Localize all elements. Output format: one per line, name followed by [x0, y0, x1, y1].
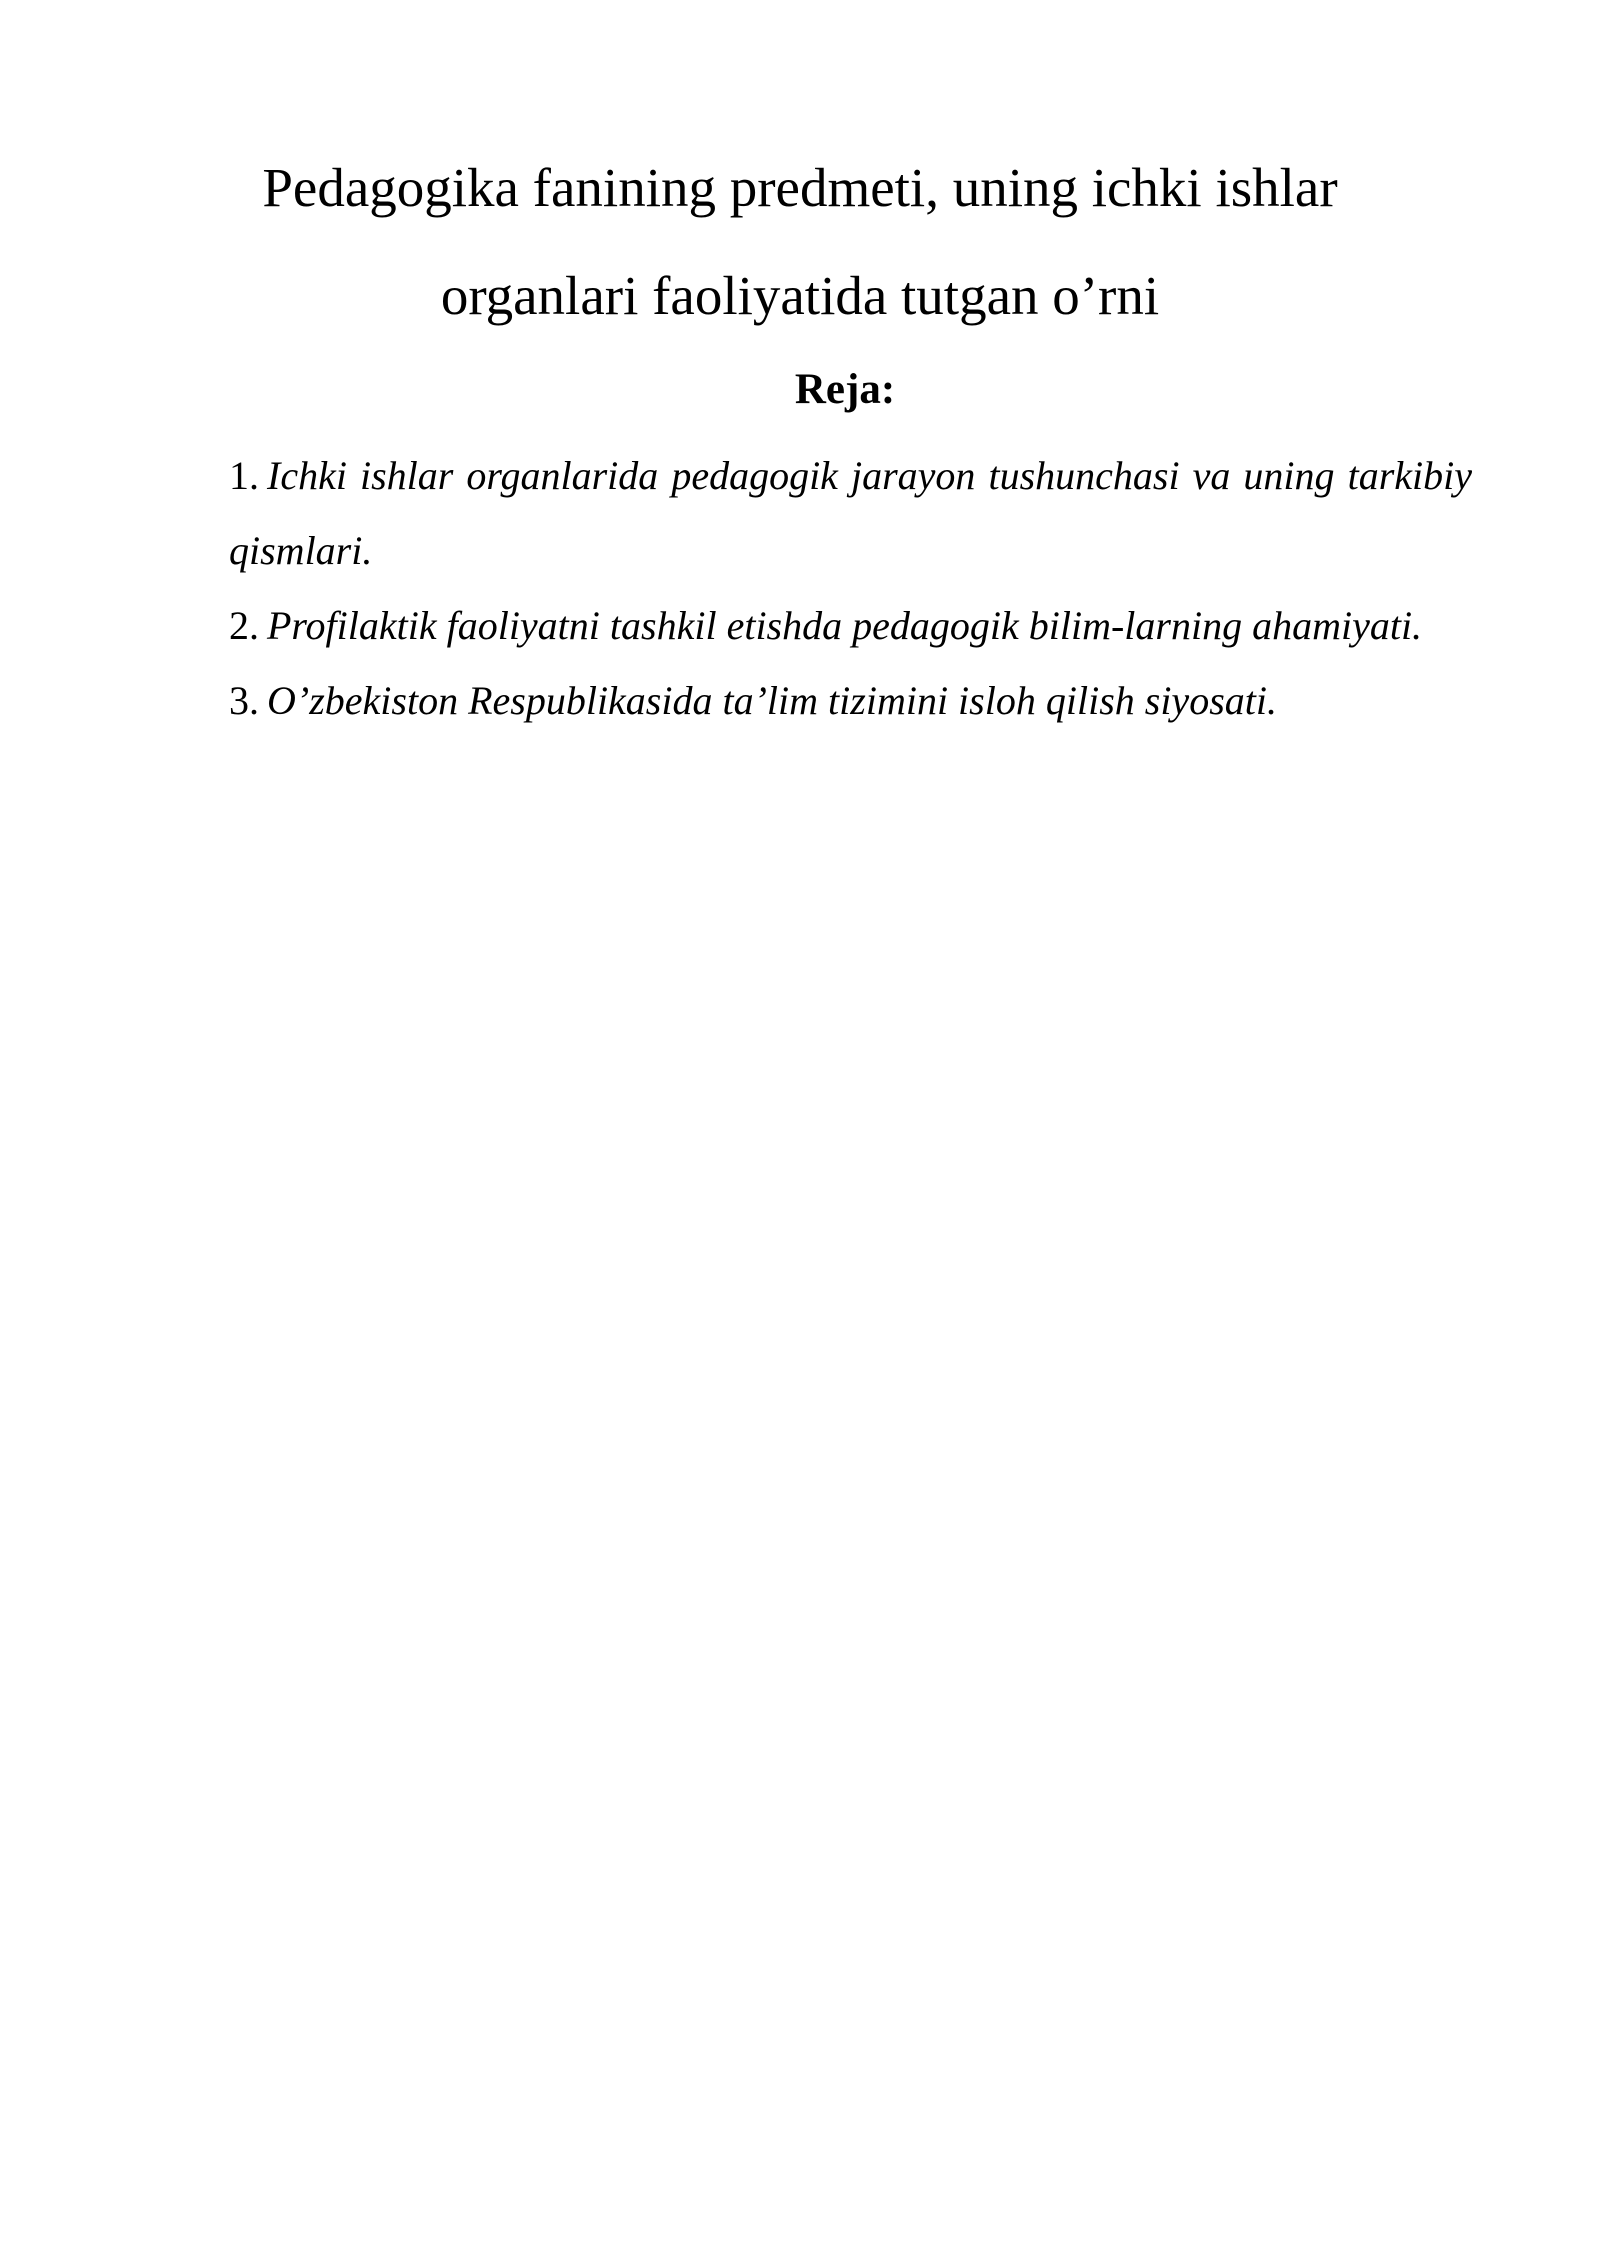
plan-item: [229, 588, 1472, 663]
plan-list: [229, 438, 1472, 738]
plan-item-number: 1.: [229, 453, 259, 498]
plan-heading: Reja:: [794, 366, 896, 413]
document-title-line-2: organlari faoliyatida tutgan o’rni: [440, 265, 1160, 326]
plan-item-text: Ichki ishlar organlarida pedagogik jarayon tushunchasi va uning tarkibiy qismlari.: [229, 453, 1472, 573]
plan-item-number: 3.: [229, 678, 259, 723]
document-title-line-1: Pedagogika fanining predmeti, uning ichki ishlar: [262, 157, 1338, 218]
plan-item: [229, 663, 1472, 738]
plan-item-text: Profilaktik faoliyatni tashkil etishda pedagogik bilim-larning ahamiyati.: [267, 603, 1423, 648]
plan-item-number: 2.: [229, 603, 259, 648]
plan-item: [229, 438, 1472, 588]
plan-item-text: O’zbekiston Respublikasida ta’lim tizimini isloh qilish siyosati.: [267, 678, 1277, 723]
